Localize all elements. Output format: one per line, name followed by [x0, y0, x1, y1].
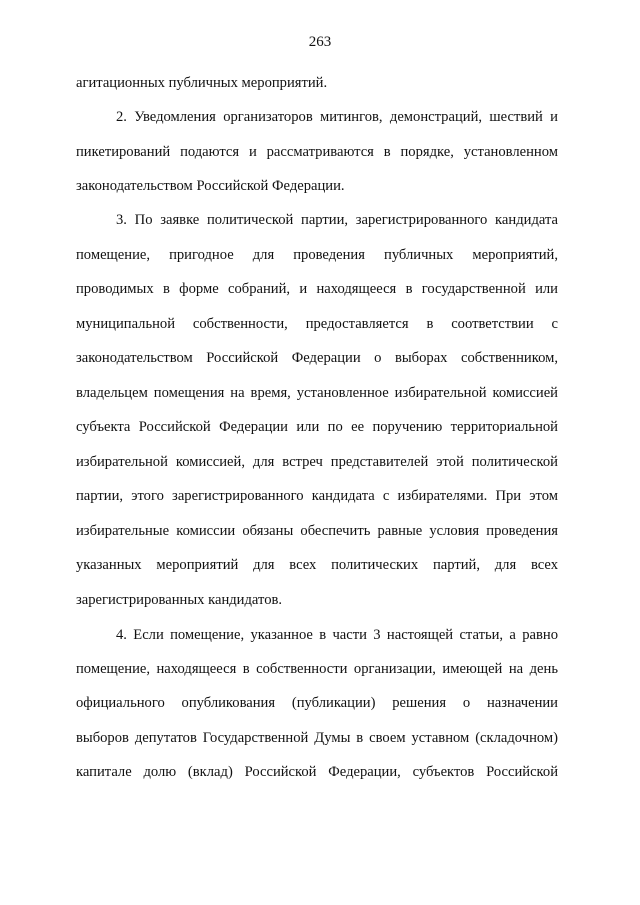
- text-line: 3. По заявке политической партии, зарегистрированного кандидата: [116, 212, 558, 228]
- text-line: агитационных публичных мероприятий.: [76, 75, 328, 91]
- text-line: помещение, пригодное для проведения публичных мероприятий,: [76, 247, 558, 263]
- text-line: 4. Если помещение, указанное в части 3 настоящей статьи, а равно: [116, 627, 558, 643]
- text-line: законодательством Российской Федерации о выборах собственником,: [76, 350, 558, 366]
- text-line: официального опубликования (публикации) решения о назначении: [76, 695, 558, 711]
- text-line: зарегистрированных кандидатов.: [76, 592, 283, 608]
- text-line: партии, этого зарегистрированного кандидата с избирателями. При этом: [76, 488, 558, 504]
- text-line: указанных мероприятий для всех политических партий, для всех: [76, 557, 558, 573]
- text-line: проводимых в форме собраний, и находящееся в государственной или: [76, 281, 558, 297]
- text-line: избирательные комиссии обязаны обеспечить равные условия проведения: [76, 523, 558, 539]
- text-line: выборов депутатов Государственной Думы в своем уставном (складочном): [76, 730, 558, 746]
- text-line: владельцем помещения на время, установленное избирательной комиссией: [76, 385, 558, 401]
- text-line: муниципальной собственности, предоставляется в соответствии с: [76, 316, 558, 332]
- page-number: 263: [308, 34, 332, 50]
- text-line: законодательством Российской Федерации.: [76, 178, 345, 194]
- text-line: капитале долю (вклад) Российской Федерации, субъектов Российской: [76, 764, 558, 780]
- text-line: 2. Уведомления организаторов митингов, демонстраций, шествий и: [116, 109, 558, 125]
- text-line: пикетирований подаются и рассматриваются в порядке, установленном: [76, 144, 558, 160]
- text-line: помещение, находящееся в собственности организации, имеющей на день: [76, 661, 558, 677]
- text-line: избирательной комиссией, для встреч представителей этой политической: [76, 454, 558, 470]
- text-line: субъекта Российской Федерации или по ее поручению территориальной: [76, 419, 558, 435]
